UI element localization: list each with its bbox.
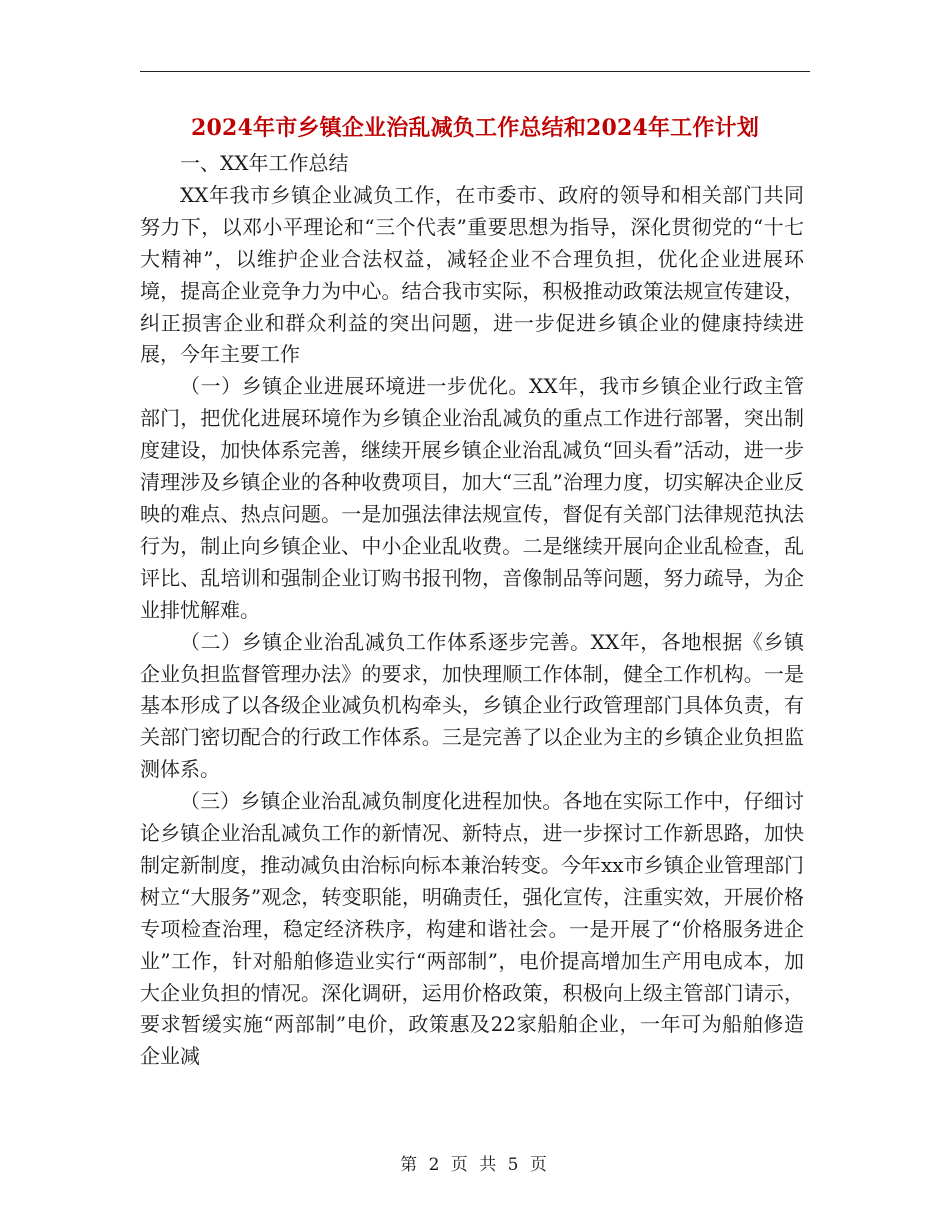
- section-heading: 一、XX年工作总结: [180, 151, 349, 175]
- paragraph-item-2: （二）乡镇企业治乱减负工作体系逐步完善。XX年，各地根据《乡镇企业负担监督管理办法》的要求，加快理顺工作体制，健全工作机构。一是基本形成了以各级企业减负机构牵头，乡镇企业行政管理部门具体负责，有关部门密切配合的行政工作体系。三是完善了以企业为主的乡镇企业负担监测体系。: [140, 629, 804, 782]
- paragraph-summary: XX年我市乡镇企业减负工作，在市委市、政府的领导和相关部门共同努力下，以邓小平理论和“三个代表”重要思想为指导，深化贯彻党的“十七大精神”，以维护企业合法权益，减轻企业不合理负担，优化企业进展环境，提高企业竞争力为中心。结合我市实际，积极推动政策法规宣传建设，纠正损害企业和群众利益的突出问题，进一步促进乡镇企业的健康持续进展，今年主要工作: [140, 182, 804, 367]
- document-body: [140, 148, 804, 1073]
- paragraph-item-1: （一）乡镇企业进展环境进一步优化。XX年，我市乡镇企业行政主管部门，把优化进展环境作为乡镇企业治乱减负的重点工作进行部署，突出制度建设，加快体系完善，继续开展乡镇企业治乱减负“回头看”活动，进一步清理涉及乡镇企业的各种收费项目，加大“三乱”治理力度，切实解决企业反映的难点、热点问题。一是加强法律法规宣传，督促有关部门法律规范执法行为，制止向乡镇企业、中小企业乱收费。二是继续开展向企业乱检查，乱评比、乱培训和强制企业订购书报刊物，音像制品等问题，努力疏导，为企业排忧解难。: [140, 374, 804, 622]
- header-rule: [140, 71, 810, 72]
- document-title: 2024年市乡镇企业治乱减负工作总结和2024年工作计划: [190, 115, 760, 141]
- page-number: 第 2 页 共 5 页: [400, 1155, 550, 1175]
- paragraph-item-3: （三）乡镇企业治乱减负制度化进程加快。各地在实际工作中，仔细讨论乡镇企业治乱减负工作的新情况、新特点，进一步探讨工作新思路，加快制定新制度，推动减负由治标向标本兼治转变。今年xx市乡镇企业管理部门树立“大服务”观念，转变职能，明确责任，强化宣传，注重实效，开展价格专项检查治理，稳定经济秩序，构建和谐社会。一是开展了“价格服务进企业”工作，针对船舶修造业实行“两部制”，电价提高增加生产用电成本，加大企业负担的情况。深化调研，运用价格政策，积极向上级主管部门请示，要求暂缓实施“两部制”电价，政策惠及22家船舶企业，一年可为船舶修造企业减: [140, 789, 804, 1069]
